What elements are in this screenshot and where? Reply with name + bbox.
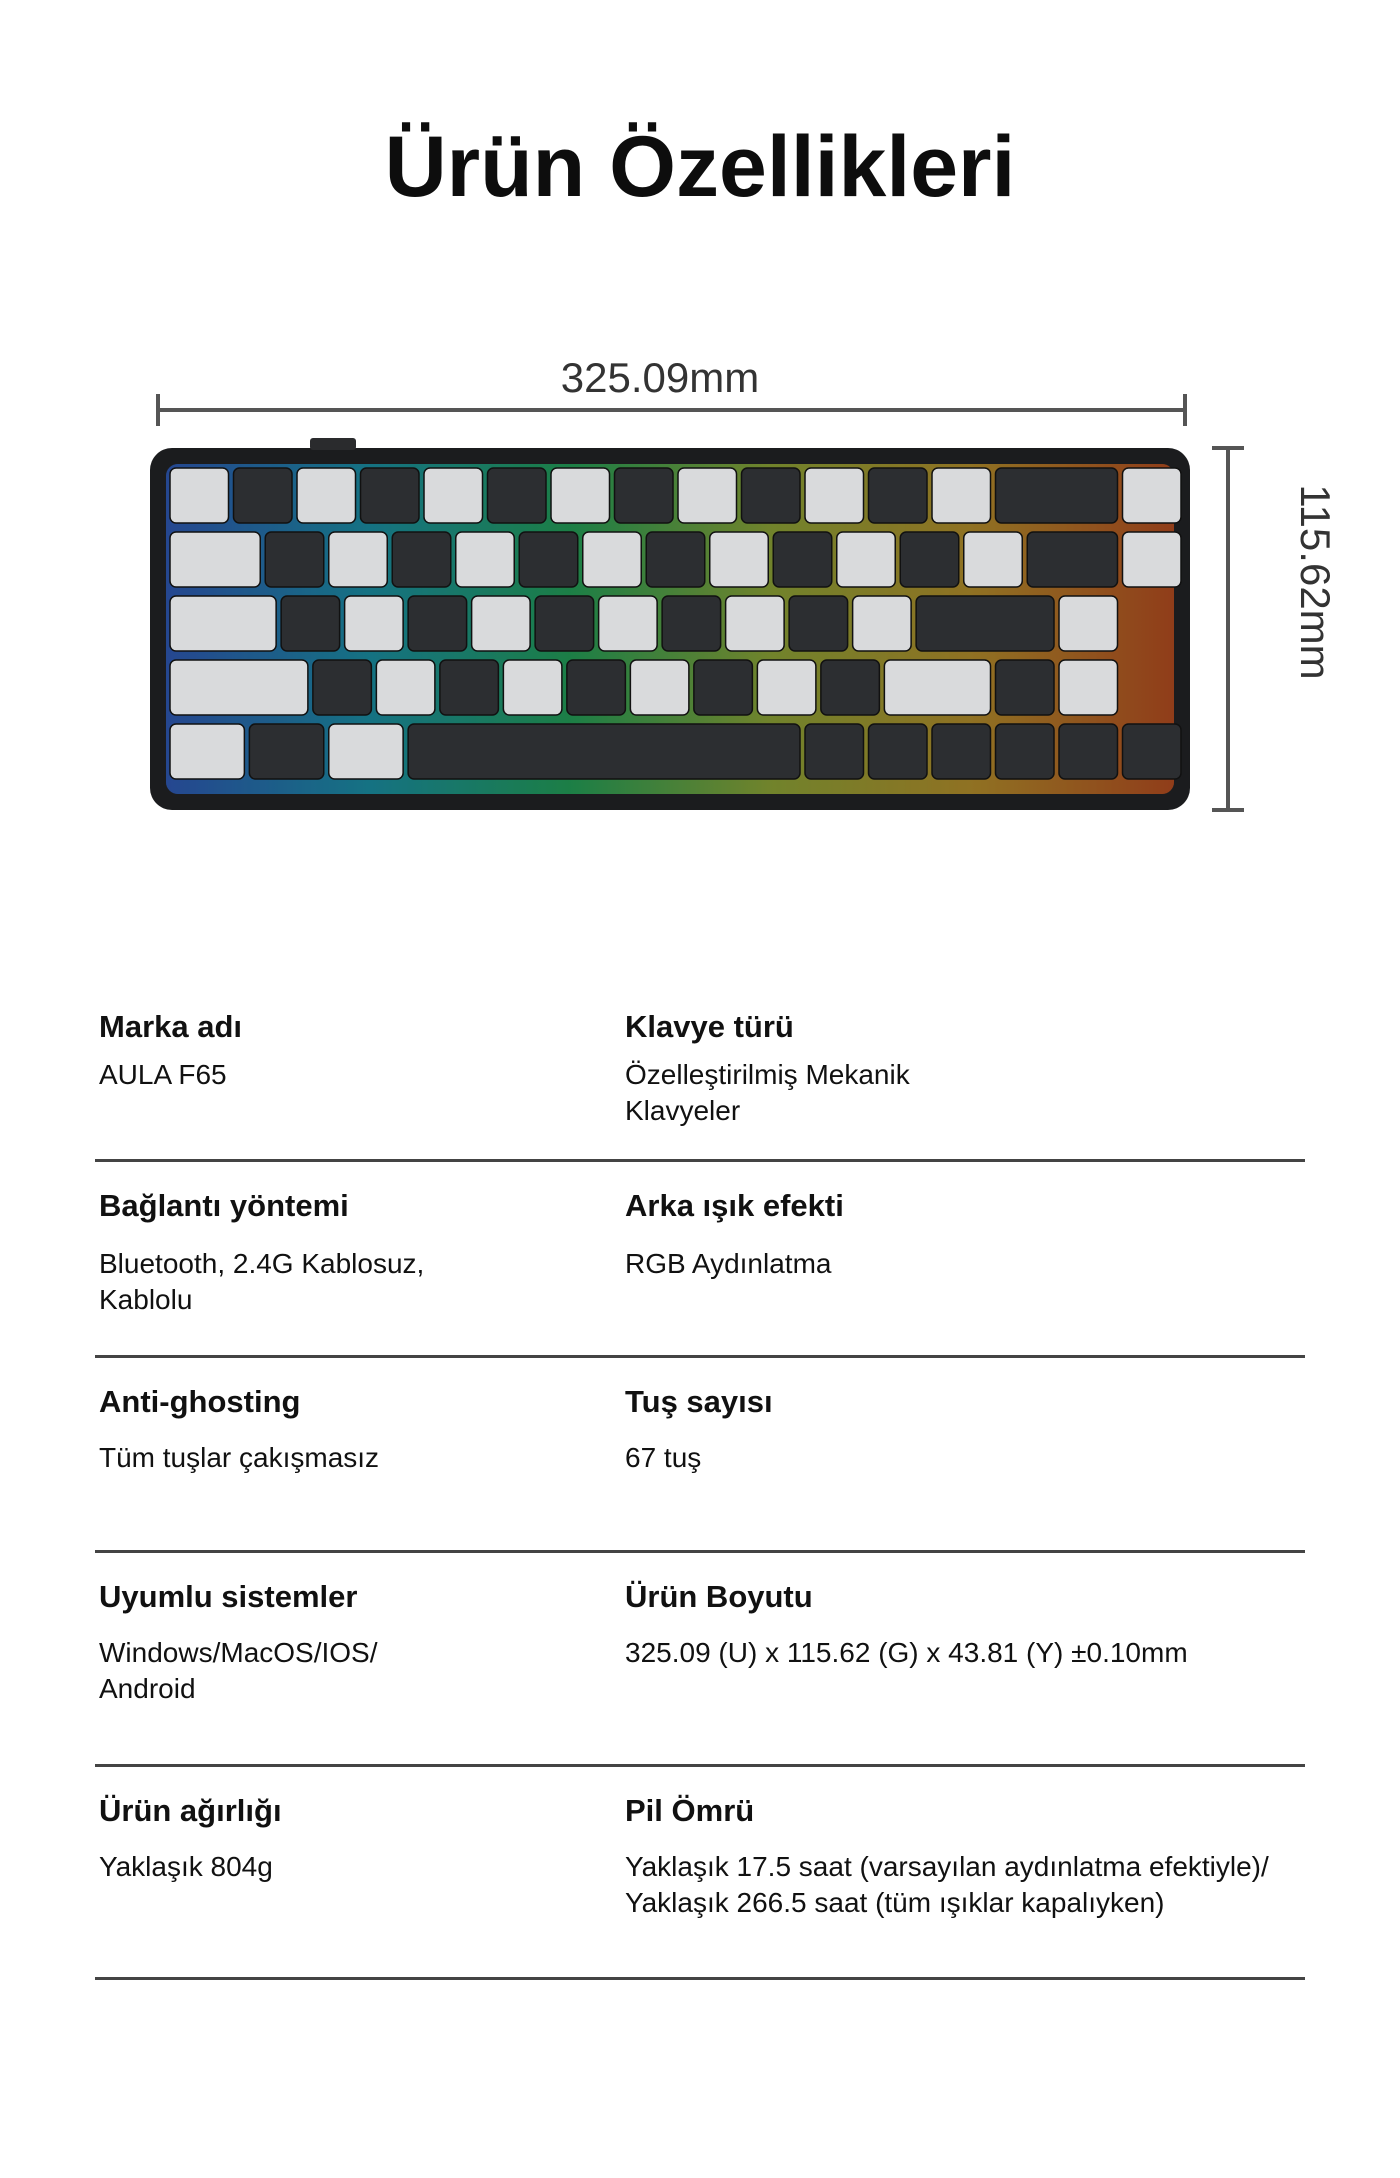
keycap <box>456 532 515 587</box>
keycap <box>361 468 420 523</box>
keycap <box>742 468 801 523</box>
keycap <box>662 596 721 651</box>
keycap <box>900 532 959 587</box>
keycap <box>1123 468 1182 523</box>
keycap <box>615 468 674 523</box>
spec-item <box>95 1577 625 1764</box>
keycap <box>1123 724 1182 779</box>
keycap <box>869 468 928 523</box>
keycap <box>805 468 864 523</box>
spec-label: Tuş sayısı <box>625 1384 773 1419</box>
keycap <box>170 596 276 651</box>
spec-value: RGB Aydınlatma <box>625 1248 832 1279</box>
keycap <box>599 596 658 651</box>
keycap <box>408 596 467 651</box>
keycap <box>170 532 260 587</box>
keycap <box>1059 724 1118 779</box>
spec-row <box>95 985 1305 1162</box>
keycap <box>567 660 626 715</box>
keycap <box>964 532 1023 587</box>
keycap <box>488 468 547 523</box>
spec-value: 325.09 (U) x 115.62 (G) x 43.81 (Y) ±0.10mm <box>625 1637 1188 1668</box>
spec-item <box>95 1186 625 1355</box>
keycap <box>646 532 705 587</box>
spec-value: AULA F65 <box>99 1059 227 1090</box>
keycap <box>837 532 896 587</box>
keycap <box>249 724 323 779</box>
spec-value: 67 tuş <box>625 1442 702 1473</box>
keycap <box>996 724 1055 779</box>
keycap <box>408 724 800 779</box>
width-dimension-label: 325.09mm <box>560 354 760 401</box>
keycap <box>1059 596 1118 651</box>
spec-value: Yaklaşık 804g <box>99 1851 273 1882</box>
spec-label: Ürün ağırlığı <box>99 1793 282 1828</box>
keycap <box>170 724 244 779</box>
keycap <box>1059 660 1118 715</box>
keycap <box>853 596 912 651</box>
keycap <box>376 660 435 715</box>
keycap <box>996 660 1055 715</box>
keycap <box>503 660 562 715</box>
spec-item <box>625 1007 1305 1159</box>
keyboard-illustration <box>0 340 1400 840</box>
keycap <box>630 660 689 715</box>
spec-label: Pil Ömrü <box>625 1793 755 1828</box>
keycap <box>710 532 769 587</box>
spec-item <box>625 1382 1305 1550</box>
spec-label: Anti-ghosting <box>99 1384 301 1419</box>
keycap <box>932 724 991 779</box>
keycap <box>170 660 308 715</box>
spec-item <box>95 1791 625 1977</box>
spec-row <box>95 1162 1305 1358</box>
keycap <box>757 660 816 715</box>
spec-label: Marka adı <box>99 1009 243 1044</box>
spec-value: Özelleştirilmiş Mekanik Klavyeler <box>625 1059 910 1126</box>
spec-label: Uyumlu sistemler <box>99 1579 358 1614</box>
keycap <box>1027 532 1117 587</box>
keycap <box>535 596 594 651</box>
spec-value: Yaklaşık 17.5 saat (varsayılan aydınlatma efektiyle)/ Yaklaşık 266.5 saat (tüm ışıklar kapalıyken) <box>625 1851 1269 1918</box>
spec-label: Arka ışık efekti <box>625 1188 844 1223</box>
keycap <box>440 660 499 715</box>
height-dimension-line <box>1212 448 1244 810</box>
keycap <box>583 532 642 587</box>
keycap <box>916 596 1054 651</box>
page-title: Ürün Özellikleri <box>384 119 1016 215</box>
keycap <box>884 660 990 715</box>
keycap <box>805 724 864 779</box>
keycap <box>313 660 372 715</box>
spec-label: Klavye türü <box>625 1009 794 1044</box>
keycap <box>281 596 340 651</box>
width-dimension-line <box>158 394 1185 426</box>
spec-label: Bağlantı yöntemi <box>99 1188 349 1223</box>
keycap <box>932 468 991 523</box>
spec-value: Windows/MacOS/IOS/ Android <box>99 1637 378 1704</box>
spec-table <box>95 985 1305 1980</box>
keycap <box>329 532 388 587</box>
keycap <box>551 468 610 523</box>
spec-row <box>95 1553 1305 1767</box>
keycap <box>1123 532 1182 587</box>
spec-item <box>625 1186 1305 1355</box>
keycap <box>678 468 737 523</box>
spec-value: Bluetooth, 2.4G Kablosuz, Kablolu <box>99 1248 425 1315</box>
keycap <box>773 532 832 587</box>
spec-item <box>95 1007 625 1159</box>
keycap <box>297 468 356 523</box>
keycap <box>392 532 451 587</box>
keycap <box>726 596 785 651</box>
keycap <box>869 724 928 779</box>
keycap <box>694 660 753 715</box>
keycap <box>329 724 403 779</box>
spec-value: Tüm tuşlar çakışmasız <box>99 1442 380 1473</box>
keyboard-dimension-figure <box>0 340 1400 840</box>
spec-item <box>625 1577 1305 1764</box>
keycap <box>519 532 578 587</box>
keycap <box>170 468 229 523</box>
keycap <box>472 596 531 651</box>
keycap <box>821 660 880 715</box>
keycap <box>424 468 483 523</box>
keycap <box>234 468 293 523</box>
keycap <box>996 468 1118 523</box>
spec-row <box>95 1767 1305 1980</box>
height-dimension-label: 115.62mm <box>1292 484 1339 680</box>
spec-item <box>95 1382 625 1550</box>
spec-item <box>625 1791 1305 1977</box>
keycap <box>345 596 404 651</box>
keycap <box>789 596 848 651</box>
keycap <box>265 532 324 587</box>
spec-label: Ürün Boyutu <box>625 1579 813 1614</box>
spec-row <box>95 1358 1305 1553</box>
